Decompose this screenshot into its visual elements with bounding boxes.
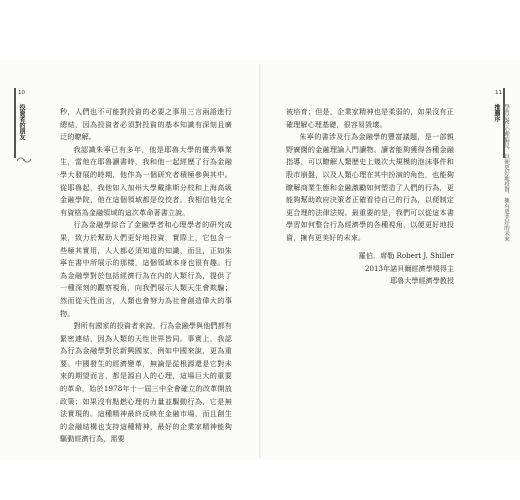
right-body-text [286,106,454,245]
left-page-number: 10 [18,90,25,96]
left-page-tab-line [14,88,16,158]
right-page [260,64,520,458]
left-running-title: 投資者的朋友 [18,104,25,140]
ornament-icon [16,156,32,164]
paragraph: 秒，人們也不可能對投資的必要之事用三言兩語進行總結，因為投資者必須對投資的基本知識有深刻且廣泛的瞭解。 [60,107,232,142]
left-page [0,64,260,458]
signature-title-2: 耶魯大學經濟學教授 [390,276,454,286]
right-page-number: 11 [495,90,502,96]
paragraph: 朱寧的書涉及行為金融學的豐富議題，是一部親野廣闊的金融理論入門讀物。讀者能夠獲得各種金融指導，可以瞭解人類歷史上幾次大規模的泡沫事件和股市崩盤，以及人類心理在其中扮演的角色，也能夠瞭解商業生態和金融激勵如何塑造了人們的行為，更能夠幫助政府決策者正確看待自己的行為，以便制定更合理的法律法規。最重要的是，我們可以從這本書學習如何整合行為經濟學的各種視角，以便更好地投資，擁有更美好的未來。 [286,132,454,242]
paragraph: 行為金融學綜合了金融學者和心理學者的研究成果，致力於幫助人們更好地投資，實際上，它包含一些極其實用，人人都必須知道的知識，而且，正如朱寧在書中所展示的那樣，這個領域本身也很有趣。行為金融學對於包括經濟行為在內的人類行為，提供了一種深刻的觀察視角，向我們展示人類天生會欺騙；然而從天性而言，人類也會努力為社會創造偉大的事物。 [60,220,232,318]
right-running-subtitle: 學習這些心理偏見，以便更好地投資，擁有更美好的未來 [503,104,509,242]
paragraph: 我認識朱寧已有多年，他是耶魯大學的優秀畢業生，當他在耶魯讀書時，我和他一起經歷了行為金融學大發展的時期，他作為一個研究者積極參與其中。從耶魯起，我他如入加州大學戴維斯分校和上海高級金融學院，他在這個領域都是佼佼者。我相信他完全有資格為金融領域的這次革命著書立說。 [60,144,232,217]
paragraph: 對所有國家的投資者來說，行為金融學與他們都有緊密連結，因為人類的天性世界皆同。事實上，我認為行為金融學對於新興國家，例如中國來說，更為重要。中國發生的經濟變革，無論是從根源還是它對未來的期望而言，都是源自人的心理，這場巨大的重要的革命，始於1978年十一屆三中全會確立的改革開放政策；如果沒有點燃心理的力量並驅動行為，它是無法實現的。這種精神最終反映在金融市場，而且創生的金融結構也支持這種精神，最好的企業家精神能夠驅動經濟行為，需要 [60,321,232,444]
signature-name: 羅伯．席勒 Robert J. Shiller [358,251,454,260]
left-body-text [60,106,232,446]
paragraph: 被培育；但是，企業家精神也是柔弱的，如果沒有正確理解心理基礎，很容易毀壞。 [286,107,454,129]
author-signature [286,250,454,288]
right-running-title: 推薦序 [493,104,500,122]
signature-title-1: 2013年諾貝爾經濟學獎得主 [365,263,454,273]
